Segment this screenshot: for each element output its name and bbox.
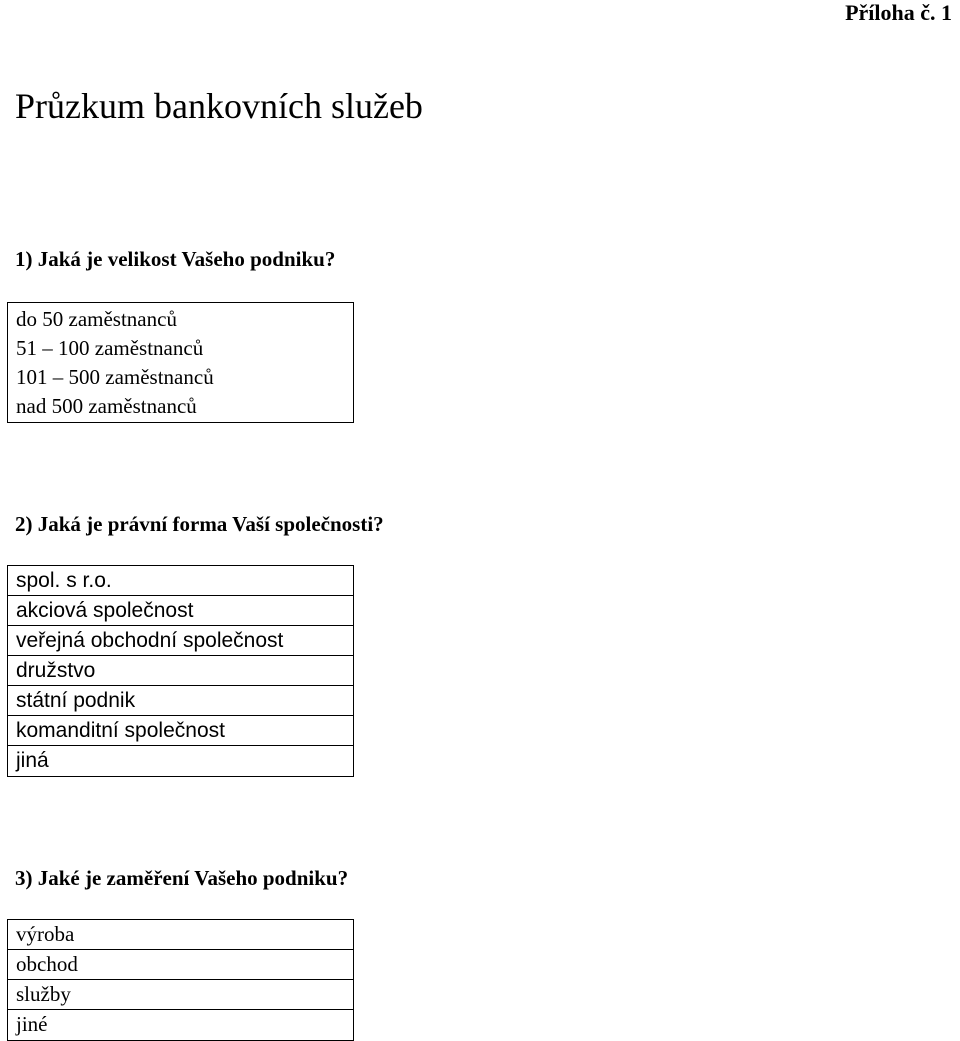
question-1-option-1[interactable]: do 50 zaměstnanců bbox=[16, 307, 177, 331]
question-3-text: 3) Jaké je zaměření Vašeho podniku? bbox=[15, 866, 349, 890]
question-3-option-1[interactable]: výroba bbox=[8, 920, 353, 950]
page-title: Průzkum bankovních služeb bbox=[15, 86, 423, 126]
attachment-label: Příloha č. 1 bbox=[845, 0, 952, 25]
question-3-option-2[interactable]: obchod bbox=[8, 950, 353, 980]
question-3-option-3[interactable]: služby bbox=[8, 980, 353, 1010]
question-2-option-3[interactable]: veřejná obchodní společnost bbox=[8, 626, 353, 656]
question-1-option-4[interactable]: nad 500 zaměstnanců bbox=[16, 394, 197, 418]
question-2-options bbox=[7, 565, 354, 777]
question-2-option-2[interactable]: akciová společnost bbox=[8, 596, 353, 626]
question-2-option-7[interactable]: jiná bbox=[16, 749, 49, 772]
question-2-option-1[interactable]: spol. s r.o. bbox=[8, 566, 353, 596]
question-3-options bbox=[7, 919, 354, 1041]
question-2-option-4[interactable]: družstvo bbox=[8, 656, 353, 686]
question-3-option-4[interactable]: jiné bbox=[16, 1012, 48, 1036]
question-2-option-6[interactable]: komanditní společnost bbox=[8, 716, 353, 746]
question-1-option-2[interactable]: 51 – 100 zaměstnanců bbox=[16, 336, 204, 360]
question-1-options bbox=[7, 302, 354, 423]
question-1-text: 1) Jaká je velikost Vašeho podniku? bbox=[15, 247, 336, 271]
question-2-option-5[interactable]: státní podnik bbox=[8, 686, 353, 716]
question-2-text: 2) Jaká je právní forma Vaší společnosti? bbox=[15, 512, 384, 536]
question-1-option-3[interactable]: 101 – 500 zaměstnanců bbox=[16, 365, 214, 389]
